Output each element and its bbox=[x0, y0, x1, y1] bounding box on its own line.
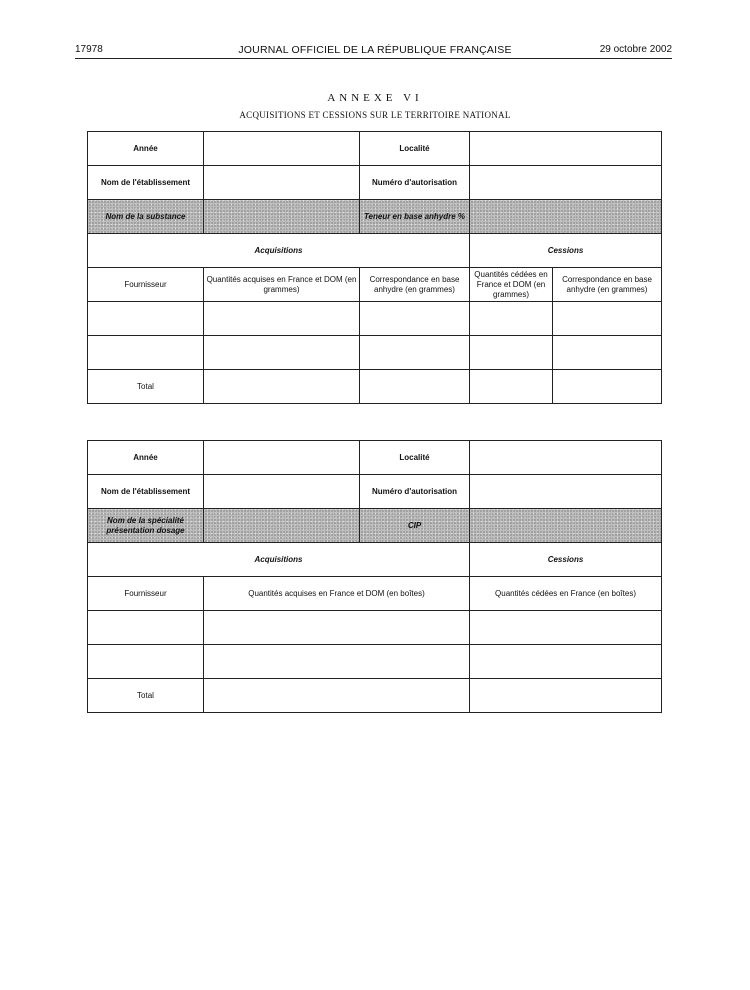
table-cell[interactable] bbox=[470, 302, 553, 336]
table-cell[interactable] bbox=[470, 370, 553, 404]
field-numero-autorisation[interactable] bbox=[470, 475, 662, 509]
table-cell[interactable] bbox=[88, 302, 204, 336]
label-numero-autorisation: Numéro d'autorisation bbox=[360, 475, 470, 509]
table-row bbox=[88, 336, 662, 370]
label-annee: Année bbox=[88, 132, 204, 166]
table-cell[interactable] bbox=[470, 679, 662, 713]
table-row bbox=[88, 302, 662, 336]
label-teneur: Teneur en base anhydre % bbox=[360, 200, 470, 234]
label-nom-substance: Nom de la substance bbox=[88, 200, 204, 234]
table-cell[interactable] bbox=[553, 370, 662, 404]
label-annee: Année bbox=[88, 441, 204, 475]
table-row bbox=[88, 370, 662, 404]
label-nom-etablissement: Nom de l'établissement bbox=[88, 475, 204, 509]
table-header-row bbox=[88, 268, 662, 302]
table-row bbox=[88, 200, 662, 234]
label-nom-etablissement: Nom de l'établissement bbox=[88, 166, 204, 200]
column-header: Correspondance en base anhydre (en grammes) bbox=[360, 268, 470, 302]
column-header: Fournisseur bbox=[88, 577, 204, 611]
table-cell[interactable] bbox=[88, 611, 204, 645]
column-header: Correspondance en base anhydre (en grammes) bbox=[553, 268, 662, 302]
journal-title: JOURNAL OFFICIEL DE LA RÉPUBLIQUE FRANÇAISE bbox=[238, 44, 512, 56]
field-annee[interactable] bbox=[204, 132, 360, 166]
section-cessions: Cessions bbox=[470, 234, 662, 268]
table-cell[interactable] bbox=[204, 336, 360, 370]
label-numero-autorisation: Numéro d'autorisation bbox=[360, 166, 470, 200]
field-localite[interactable] bbox=[470, 132, 662, 166]
field-nom-specialite[interactable] bbox=[204, 509, 360, 543]
field-cip[interactable] bbox=[470, 509, 662, 543]
table-cell[interactable] bbox=[88, 336, 204, 370]
table-row bbox=[88, 475, 662, 509]
field-nom-etablissement[interactable] bbox=[204, 475, 360, 509]
table-cell[interactable] bbox=[204, 302, 360, 336]
table-cell[interactable] bbox=[204, 611, 470, 645]
table-cell[interactable] bbox=[360, 370, 470, 404]
label-localite: Localité bbox=[360, 441, 470, 475]
label-total: Total bbox=[88, 370, 204, 404]
table-row bbox=[88, 679, 662, 713]
field-nom-substance[interactable] bbox=[204, 200, 360, 234]
table-row bbox=[88, 509, 662, 543]
table-cell[interactable] bbox=[204, 370, 360, 404]
table-cell[interactable] bbox=[88, 645, 204, 679]
column-header: Quantités cédées en France et DOM (en grammes) bbox=[470, 268, 553, 302]
form-table-substances bbox=[87, 131, 662, 404]
label-total: Total bbox=[88, 679, 204, 713]
table-cell[interactable] bbox=[553, 336, 662, 370]
table-header-row bbox=[88, 577, 662, 611]
table-cell[interactable] bbox=[470, 611, 662, 645]
field-localite[interactable] bbox=[470, 441, 662, 475]
header-rule bbox=[75, 58, 672, 59]
column-header: Fournisseur bbox=[88, 268, 204, 302]
table-cell[interactable] bbox=[553, 302, 662, 336]
table-cell[interactable] bbox=[360, 302, 470, 336]
column-header: Quantités cédées en France (en boîtes) bbox=[470, 577, 662, 611]
table-cell[interactable] bbox=[204, 679, 470, 713]
publication-date: 29 octobre 2002 bbox=[599, 44, 672, 55]
field-annee[interactable] bbox=[204, 441, 360, 475]
table-row bbox=[88, 441, 662, 475]
table-cell[interactable] bbox=[204, 645, 470, 679]
table-cell[interactable] bbox=[470, 336, 553, 370]
column-header: Quantités acquises en France et DOM (en boîtes) bbox=[204, 577, 470, 611]
table-cell[interactable] bbox=[360, 336, 470, 370]
annex-subtitle: ACQUISITIONS ET CESSIONS SUR LE TERRITOIRE NATIONAL bbox=[239, 110, 511, 120]
section-cessions: Cessions bbox=[470, 543, 662, 577]
section-acquisitions: Acquisitions bbox=[88, 543, 470, 577]
section-acquisitions: Acquisitions bbox=[88, 234, 470, 268]
label-cip: CIP bbox=[360, 509, 470, 543]
table-row bbox=[88, 166, 662, 200]
table-row bbox=[88, 132, 662, 166]
field-teneur[interactable] bbox=[470, 200, 662, 234]
page-number: 17978 bbox=[75, 44, 103, 55]
table-row bbox=[88, 645, 662, 679]
table-cell[interactable] bbox=[470, 645, 662, 679]
column-header: Quantités acquises en France et DOM (en grammes) bbox=[204, 268, 360, 302]
label-nom-specialite: Nom de la spécialité présentation dosage bbox=[88, 509, 204, 543]
label-localite: Localité bbox=[360, 132, 470, 166]
table-row bbox=[88, 611, 662, 645]
form-table-specialites bbox=[87, 440, 662, 713]
table-row bbox=[88, 234, 662, 268]
field-numero-autorisation[interactable] bbox=[470, 166, 662, 200]
annex-title: ANNEXE VI bbox=[327, 92, 423, 104]
table-row bbox=[88, 543, 662, 577]
field-nom-etablissement[interactable] bbox=[204, 166, 360, 200]
